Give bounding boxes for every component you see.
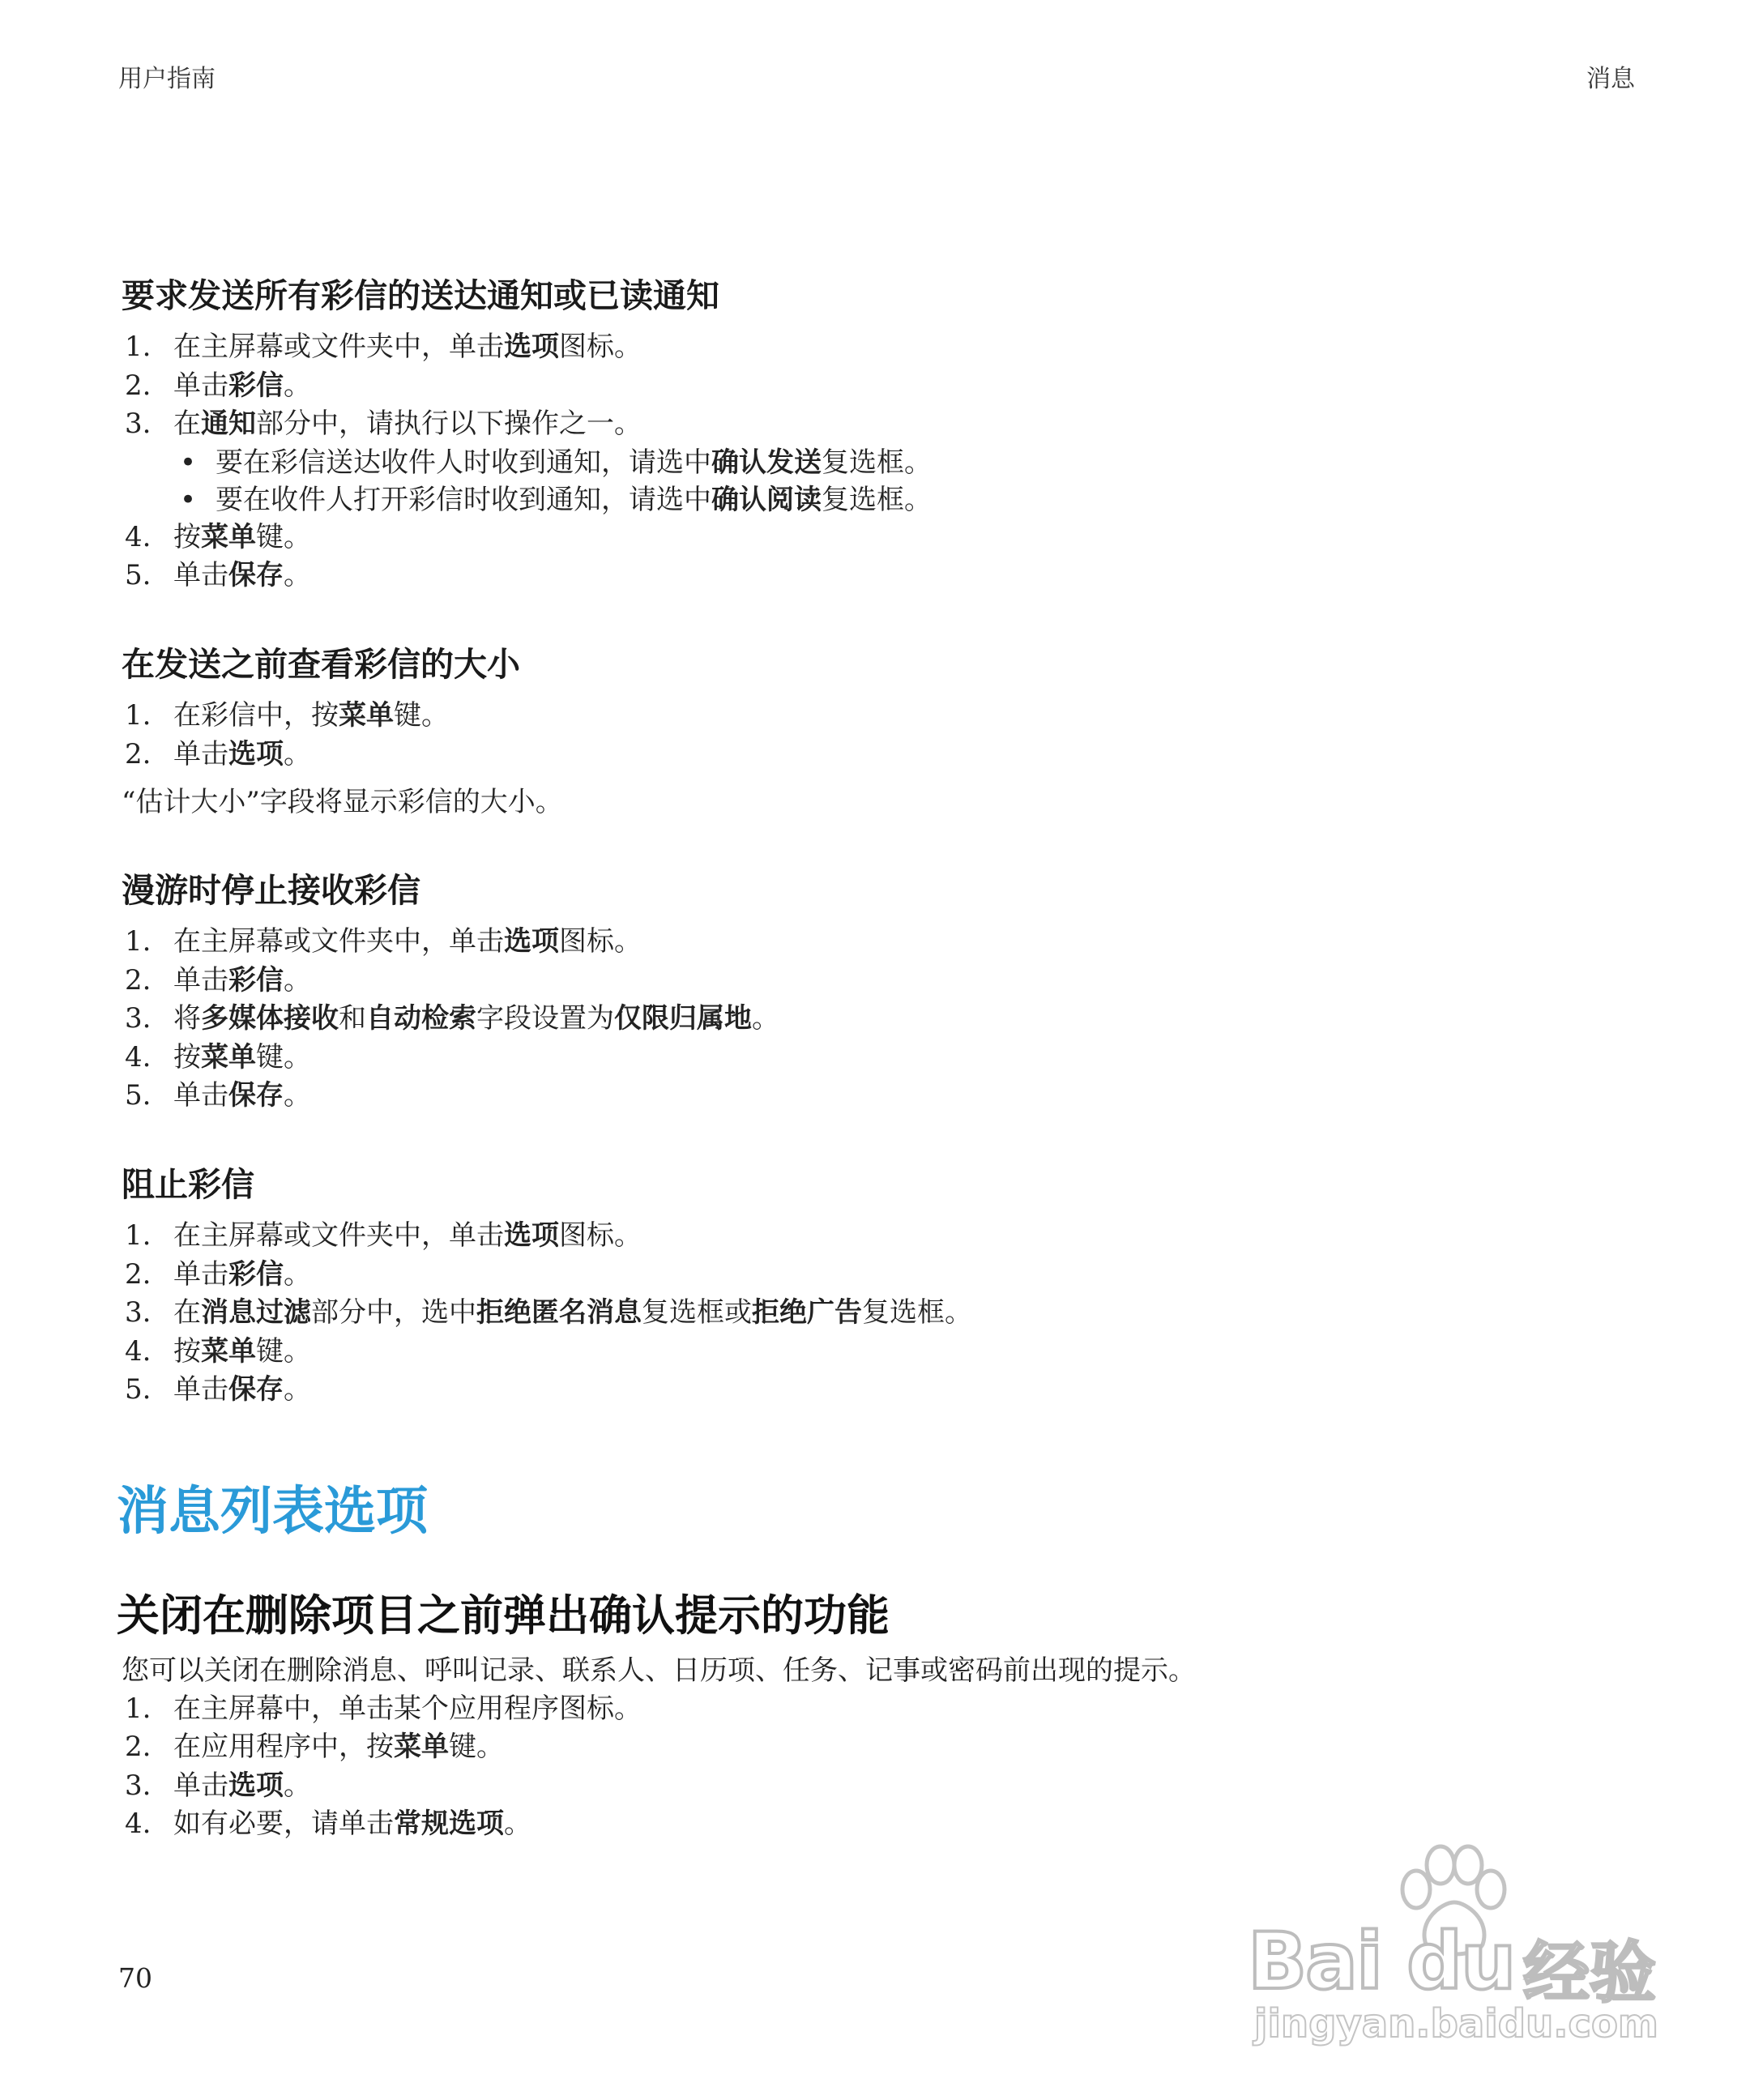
ui-term: 选项 <box>228 737 284 770</box>
chapter-steps <box>122 1690 1645 1844</box>
ui-term: 选项 <box>228 1769 284 1802</box>
list-item <box>122 1371 1645 1410</box>
list-item <box>122 697 1645 736</box>
step-text: 在 <box>173 1296 201 1329</box>
step-text: 在主屏幕或文件夹中，单击 <box>173 331 504 364</box>
ui-term: 菜单 <box>201 1040 256 1073</box>
chapter-subheading: 关闭在删除项目之前弹出确认提示的功能 <box>117 1591 890 1641</box>
ui-term: 菜单 <box>201 520 256 553</box>
step-text: 键。 <box>394 699 449 732</box>
step-text: 按 <box>173 520 201 553</box>
step-text: 在主屏幕或文件夹中，单击 <box>173 925 504 958</box>
step-text: 复选框或 <box>642 1296 752 1329</box>
watermark-brand: Bai du <box>1248 1916 1515 2007</box>
step-text: 在彩信中，按 <box>173 699 339 732</box>
ui-term: 保存 <box>228 559 284 592</box>
ui-term: 选项 <box>504 1219 559 1252</box>
steps-list <box>122 697 1645 774</box>
step-text: 部分中，请执行以下操作之一。 <box>256 408 642 441</box>
step-text: 键。 <box>256 520 311 553</box>
step-number: 5. <box>125 1079 152 1112</box>
ui-term: 菜单 <box>394 1731 449 1764</box>
step-number: 2. <box>125 369 152 402</box>
step-text: 要在收件人打开彩信时收到通知，请选中 <box>216 483 711 516</box>
step-text: 图标。 <box>559 1219 642 1252</box>
step-number: 1. <box>125 1219 152 1252</box>
chapter-title: 消息列表选项 <box>117 1481 428 1542</box>
list-item <box>122 1690 1645 1729</box>
step-text: 。 <box>284 1257 311 1291</box>
step-text: 按 <box>173 1040 201 1073</box>
step-text: 单击 <box>173 1257 228 1291</box>
step-number: 2. <box>125 1731 152 1764</box>
bullet-icon: • <box>180 446 197 479</box>
step-text: 键。 <box>256 1334 311 1368</box>
step-text: 单击 <box>173 559 228 592</box>
step-text: 。 <box>752 1002 779 1035</box>
step-text: 和 <box>339 1002 366 1035</box>
step-text: 。 <box>284 559 311 592</box>
list-item <box>122 1000 1645 1039</box>
page-content <box>117 275 1645 1844</box>
ui-term: 保存 <box>228 1079 284 1112</box>
ui-term: 菜单 <box>339 699 394 732</box>
step-text: 单击 <box>173 369 228 402</box>
steps-list <box>122 1217 1645 1410</box>
section-heading: 要求发送所有彩信的送达通知或已读通知 <box>122 276 719 315</box>
step-number: 2. <box>125 1257 152 1291</box>
step-number: 1. <box>125 1692 152 1725</box>
step-number: 4. <box>125 1040 152 1073</box>
list-item <box>122 328 1645 367</box>
bullet-icon: • <box>180 483 197 516</box>
step-text: 。 <box>284 963 311 997</box>
list-item <box>122 1217 1645 1256</box>
ui-term: 彩信 <box>228 1257 284 1291</box>
running-header-title: 用户指南 <box>118 65 216 93</box>
section-heading: 在发送之前查看彩信的大小 <box>122 644 520 684</box>
section-heading: 漫游时停止接收彩信 <box>122 871 420 910</box>
step-text: 复选框。 <box>862 1296 972 1329</box>
step-text: 。 <box>284 369 311 402</box>
step-text: 单击 <box>173 1373 228 1406</box>
ui-term: 自动检索 <box>366 1002 476 1035</box>
ui-term: 常规选项 <box>394 1808 504 1841</box>
step-number: 3. <box>125 1002 152 1035</box>
step-text: 将 <box>173 1002 201 1035</box>
ui-term: 彩信 <box>228 369 284 402</box>
bullet-item <box>122 481 1645 519</box>
step-text: 在主屏幕中，单击某个应用程序图标。 <box>173 1692 642 1725</box>
ui-term: 保存 <box>228 1373 284 1406</box>
step-text: 图标。 <box>559 925 642 958</box>
step-text: 在主屏幕或文件夹中，单击 <box>173 1219 504 1252</box>
step-number: 3. <box>125 1296 152 1329</box>
list-item <box>122 367 1645 406</box>
step-text: 要在彩信送达收件人时收到通知，请选中 <box>216 446 711 479</box>
list-item <box>122 557 1645 595</box>
ui-term: 拒绝广告 <box>752 1296 862 1329</box>
step-text: 部分中，选中 <box>311 1296 476 1329</box>
step-text: 单击 <box>173 1769 228 1802</box>
step-number: 4. <box>125 520 152 553</box>
list-item <box>122 923 1645 962</box>
bullet-list <box>122 444 1645 519</box>
running-header-section: 消息 <box>1586 65 1635 93</box>
step-text: 字段设置为 <box>476 1002 614 1035</box>
step-text: 在 <box>173 408 201 441</box>
list-item <box>122 1256 1645 1295</box>
step-text: 。 <box>504 1808 531 1841</box>
list-item <box>122 1767 1645 1806</box>
step-number: 3. <box>125 408 152 441</box>
step-number: 5. <box>125 559 152 592</box>
ui-term: 彩信 <box>228 963 284 997</box>
section-note: “估计大小”字段将显示彩信的大小。 <box>122 786 563 818</box>
page-number: 70 <box>118 1962 152 1994</box>
step-text: 在应用程序中，按 <box>173 1731 394 1764</box>
step-text: 键。 <box>256 1040 311 1073</box>
watermark-url: jingyan.baidu.com <box>1254 2001 1658 2047</box>
step-text: 。 <box>284 737 311 770</box>
list-item <box>122 1077 1645 1116</box>
section-heading: 阻止彩信 <box>122 1164 254 1204</box>
step-number: 5. <box>125 1373 152 1406</box>
ui-term: 菜单 <box>201 1334 256 1368</box>
list-item <box>122 405 1645 444</box>
ui-term: 选项 <box>504 331 559 364</box>
step-text: 复选框。 <box>822 483 932 516</box>
steps-list <box>122 923 1645 1116</box>
step-number: 1. <box>125 699 152 732</box>
baidu-watermark <box>1248 1839 1669 2050</box>
step-text: 。 <box>284 1079 311 1112</box>
step-number: 1. <box>125 331 152 364</box>
ui-term: 选项 <box>504 925 559 958</box>
step-text: 。 <box>284 1769 311 1802</box>
sections-container <box>122 275 1645 1410</box>
step-number: 4. <box>125 1808 152 1841</box>
ui-term: 通知 <box>201 408 256 441</box>
list-item <box>122 1294 1645 1333</box>
ui-term: 多媒体接收 <box>201 1002 339 1035</box>
list-item <box>122 1805 1645 1844</box>
bullet-item <box>122 444 1645 481</box>
step-text: 复选框。 <box>822 446 932 479</box>
step-number: 3. <box>125 1769 152 1802</box>
step-text: 单击 <box>173 963 228 997</box>
step-number: 1. <box>125 925 152 958</box>
step-text: 单击 <box>173 1079 228 1112</box>
ui-term: 仅限归属地 <box>614 1002 752 1035</box>
ui-term: 确认发送 <box>711 446 822 479</box>
step-text: 键。 <box>449 1731 504 1764</box>
list-item <box>122 1728 1645 1767</box>
step-number: 4. <box>125 1334 152 1368</box>
watermark-cn: 经验 <box>1523 1935 1657 2012</box>
list-item <box>122 1333 1645 1372</box>
list-item <box>122 519 1645 557</box>
step-number: 2. <box>125 737 152 770</box>
step-text: 。 <box>284 1373 311 1406</box>
list-item <box>122 736 1645 775</box>
step-text: 如有必要，请单击 <box>173 1808 394 1841</box>
list-item <box>122 962 1645 1001</box>
ui-term: 拒绝匿名消息 <box>476 1296 642 1329</box>
list-item <box>122 1039 1645 1078</box>
step-number: 2. <box>125 963 152 997</box>
ui-term: 消息过滤 <box>201 1296 311 1329</box>
step-text: 按 <box>173 1334 201 1368</box>
chapter-intro: 您可以关闭在删除消息、呼叫记录、联系人、日历项、任务、记事或密码前出现的提示。 <box>122 1654 1196 1687</box>
ui-term: 确认阅读 <box>711 483 822 516</box>
steps-list <box>122 328 1645 595</box>
step-text: 图标。 <box>559 331 642 364</box>
step-text: 单击 <box>173 737 228 770</box>
